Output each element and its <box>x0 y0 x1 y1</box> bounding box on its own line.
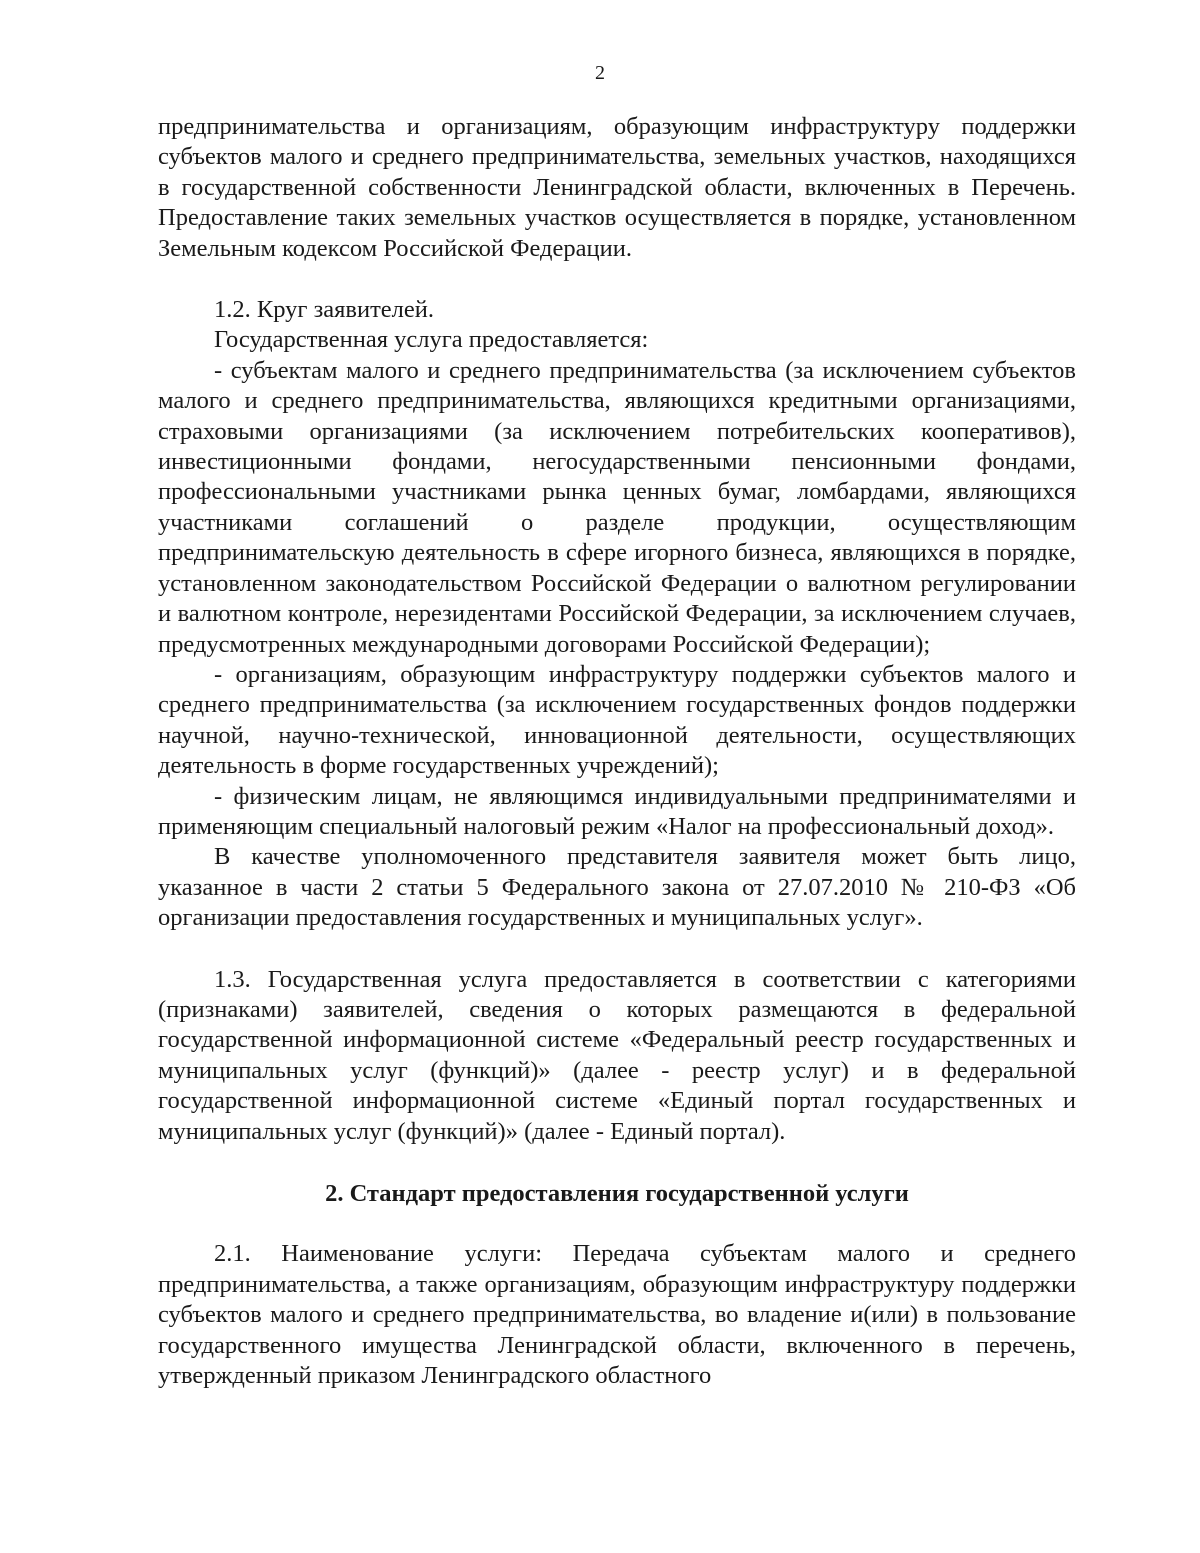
paragraph-continuation: предпринимательства и организациям, образующим инфраструктуру поддержки субъектов малого и среднего предпринимательства, земельных участков, находящихся в государственной собственности Ленинградской области, включенных в Перечень. Предоставление таких земельных участков осуществляется в порядке, установленном Земельным кодексом Российской Федерации. <box>158 113 1076 262</box>
page-number: 2 <box>595 62 605 84</box>
list-item-infrastructure-orgs: - организациям, образующим инфраструктуру поддержки субъектов малого и среднего предпринимательства (за исключением государственных фондов поддержки научной, научно-технической, инновационной деятельности, осуществляющих деятельность в форме государственных учреждений); <box>158 660 1076 780</box>
section-heading: 2. Стандарт предоставления государственной услуги <box>325 1180 909 1207</box>
paragraph-authorized-representative: В качестве уполномоченного представителя заявителя может быть лицо, указанное в части 2 статьи 5 Федерального закона от 27.07.2010 № 210-ФЗ «Об организации предоставления государственных и муниципальных услуг». <box>158 843 1076 932</box>
list-item-sme-subjects: - субъектам малого и среднего предпринимательства (за исключением субъектов малого и среднего предпринимательства, являющихся кредитными организациями, страховыми организациями (за исключением потребительских кооперативов), инвестиционными фондами, негосударственными пенсионными фондами, профессиональными участниками рынка ценных бумаг, ломбардами, являющихся участниками соглашений о разделе продукции, осуществляющим предпринимательскую деятельность в сфере игорного бизнеса, являющихся в порядке, установленном законодательством Российской Федерации о валютном регулировании и валютном контроле, нерезидентами Российской Федерации, за исключением случаев, предусмотренных международными договорами Российской Федерации); <box>158 356 1076 658</box>
paragraph-service-name: 2.1. Наименование услуги: Передача субъектам малого и среднего предпринимательства, а также организациям, образующим инфраструктуру поддержки субъектов малого и среднего предпринимательства, во владение и(или) в пользование государственного имущества Ленинградской области, включенного в перечень, утвержденный приказом Ленинградского областного <box>158 1240 1076 1390</box>
paragraph-applicants-heading: 1.2. Круг заявителей. <box>214 296 434 324</box>
paragraph-categories: 1.3. Государственная услуга предоставляется в соответствии с категориями (признаками) заявителей, сведения о которых размещаются в федеральной государственной информационной системе «Федеральный реестр государственных и муниципальных услуг (функций)» (далее - реестр услуг) и в федеральной государственной информационной системе «Единый портал государственных и муниципальных услуг (функций)» (далее - Единый портал). <box>158 965 1076 1145</box>
paragraph-service-provided: Государственная услуга предоставляется: <box>214 326 649 354</box>
list-item-individuals: - физическим лицам, не являющимся индивидуальными предпринимателями и применяющим специальный налоговый режим «Налог на профессиональный доход». <box>158 782 1076 840</box>
document-body <box>158 112 1076 1391</box>
